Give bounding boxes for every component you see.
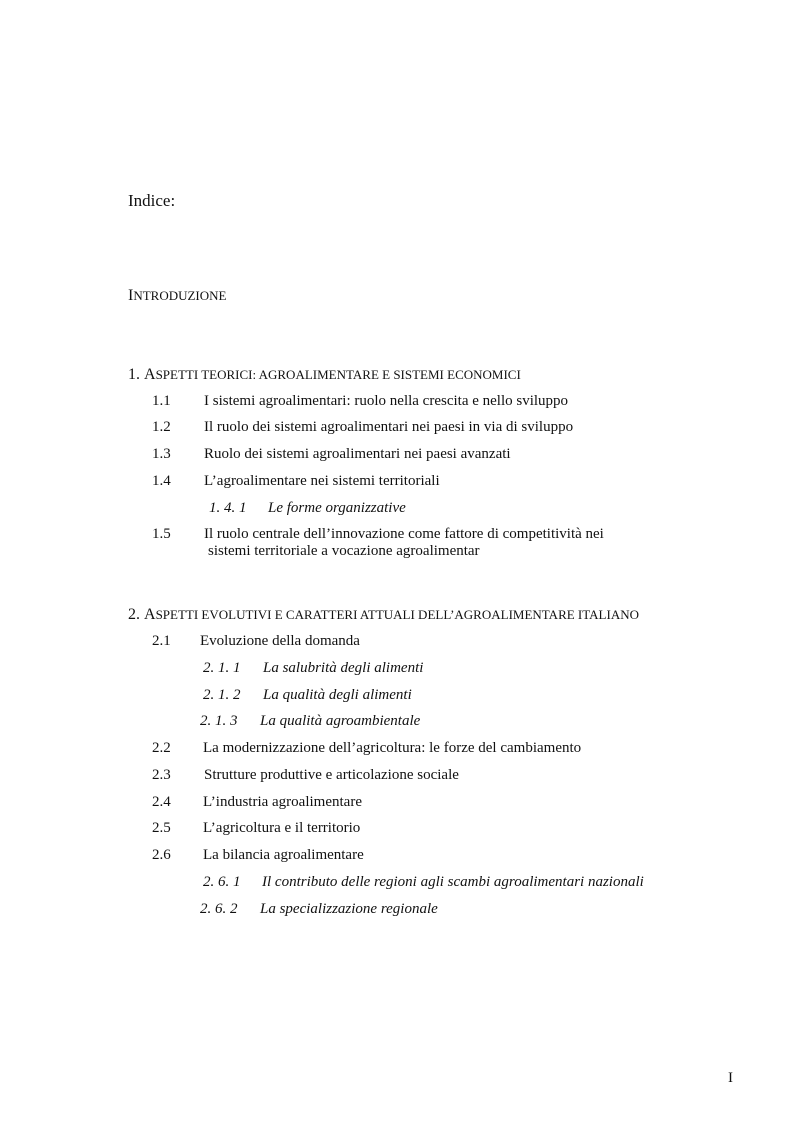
item-text: I sistemi agroalimentari: ruolo nella crescita e nello sviluppo: [204, 393, 569, 409]
item-text-line-2: sistemi territoriale a vocazione agroalimentar: [208, 543, 480, 559]
item-text: L’industria agroalimentare: [203, 794, 362, 810]
item-text: Strutture produttive e articolazione sociale: [204, 767, 459, 783]
toc-chapter-1[interactable]: [128, 366, 521, 384]
chapter-1-number: 1.: [128, 366, 140, 383]
chapter-2-rest: SPETTI EVOLUTIVI E CARATTERI ATTUALI DELL’AGROALIMENTARE ITALIANO: [155, 607, 639, 622]
subitem-number: 2. 6. 2: [200, 901, 238, 917]
subitem-text: La specializzazione regionale: [260, 901, 438, 917]
page-title: Indice:: [128, 191, 176, 210]
item-number: 2.4: [152, 794, 171, 810]
item-number: 2.6: [152, 847, 171, 863]
item-text: Il ruolo dei sistemi agroalimentari nei paesi in via di sviluppo: [204, 419, 574, 435]
intro-rest: NTRODUZIONE: [133, 288, 227, 303]
toc-introduzione[interactable]: [128, 287, 226, 305]
item-number: 2.5: [152, 820, 171, 836]
item-number: 2.1: [152, 633, 171, 649]
subitem-number: 2. 1. 2: [203, 687, 241, 703]
intro-initial: I: [128, 287, 134, 304]
subitem-text: Le forme organizzative: [268, 500, 406, 516]
chapter-2-number: 2.: [128, 606, 140, 623]
item-number: 1.1: [152, 393, 171, 409]
subitem-number: 1. 4. 1: [209, 500, 247, 516]
item-number: 1.2: [152, 419, 171, 435]
item-text: Ruolo dei sistemi agroalimentari nei paesi avanzati: [204, 446, 511, 462]
page-number: I: [728, 1070, 733, 1086]
item-text: La bilancia agroalimentare: [203, 847, 364, 863]
subitem-text: Il contributo delle regioni agli scambi agroalimentari nazionali: [262, 874, 644, 890]
item-number: 1.5: [152, 526, 171, 542]
item-text-line-1: Il ruolo centrale dell’innovazione come fattore di competitività nei: [204, 526, 604, 542]
subitem-text: La salubrità degli alimenti: [263, 660, 424, 676]
subitem-number: 2. 6. 1: [203, 874, 241, 890]
item-text: La modernizzazione dell’agricoltura: le forze del cambiamento: [203, 740, 582, 756]
chapter-2-initial: A: [144, 606, 156, 623]
item-number: 1.4: [152, 473, 171, 489]
item-text: L’agroalimentare nei sistemi territoriali: [204, 473, 440, 489]
chapter-1-initial: A: [144, 366, 156, 383]
chapter-1-rest: SPETTI TEORICI: AGROALIMENTARE E SISTEMI ECONOMICI: [155, 367, 521, 382]
subitem-number: 2. 1. 1: [203, 660, 241, 676]
subitem-text: La qualità degli alimenti: [263, 687, 412, 703]
item-number: 2.2: [152, 740, 171, 756]
subitem-text: La qualità agroambientale: [260, 713, 421, 729]
item-text: Evoluzione della domanda: [200, 633, 360, 649]
item-number: 2.3: [152, 767, 171, 783]
subitem-number: 2. 1. 3: [200, 713, 238, 729]
toc-chapter-2[interactable]: [128, 606, 639, 624]
item-number: 1.3: [152, 446, 171, 462]
item-text: L’agricoltura e il territorio: [203, 820, 361, 836]
